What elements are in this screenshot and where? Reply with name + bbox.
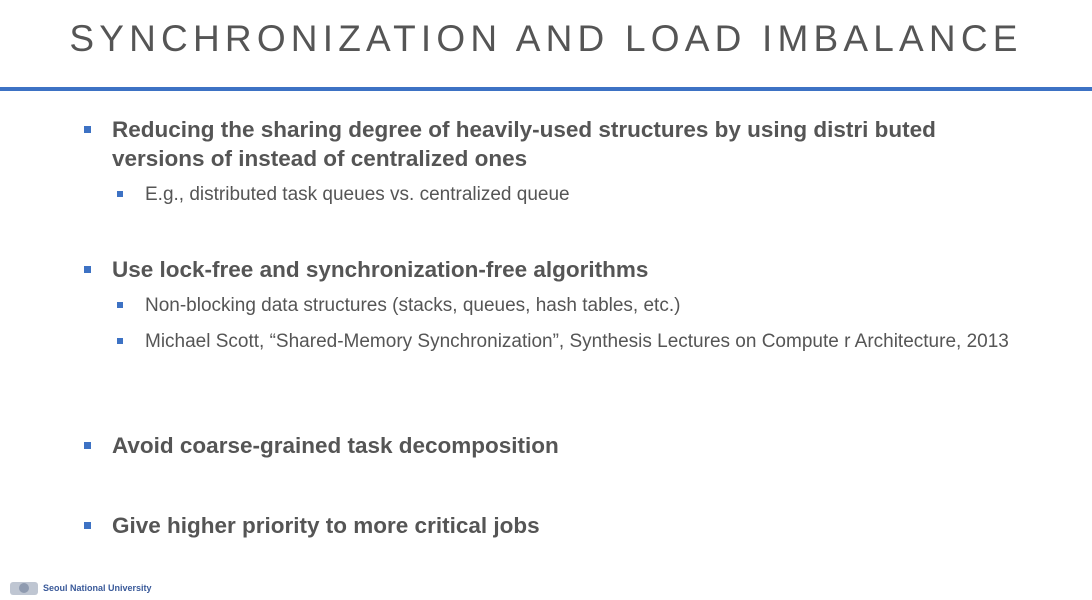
- bullet-item: [84, 115, 1022, 173]
- bullet-icon: [84, 442, 91, 449]
- sub-bullet-item: [117, 328, 1025, 355]
- bullet-text: Use lock-free and synchronization-free algorithms: [112, 257, 649, 282]
- sub-bullet-text: E.g., distributed task queues vs. centralized queue: [145, 184, 570, 205]
- university-name: Seoul National University: [43, 583, 152, 593]
- bullet-icon: [84, 266, 91, 273]
- bullet-icon: [84, 522, 91, 529]
- bullet-item: [84, 511, 1022, 540]
- slide-title: SYNCHRONIZATION AND LOAD IMBALANCE: [69, 18, 1023, 59]
- bullet-icon: [117, 302, 123, 308]
- sub-bullet-text: Michael Scott, “Shared-Memory Synchronization”, Synthesis Lectures on Compute r Architecture, 2013: [145, 331, 1009, 352]
- bullet-item: [84, 255, 1022, 284]
- bullet-item: [84, 431, 1022, 460]
- bullet-text: Reducing the sharing degree of heavily-used structures by using distri buted versions of instead of centralized ones: [112, 117, 936, 171]
- footer: [8, 580, 152, 596]
- bullet-text: Give higher priority to more critical jobs: [112, 513, 540, 538]
- sub-bullet-item: [117, 181, 1025, 208]
- university-logo-icon: [8, 580, 40, 596]
- sub-bullet-item: [117, 292, 1025, 319]
- bullet-icon: [84, 126, 91, 133]
- bullet-text: Avoid coarse-grained task decomposition: [112, 433, 559, 458]
- bullet-icon: [117, 338, 123, 344]
- sub-bullet-text: Non-blocking data structures (stacks, queues, hash tables, etc.): [145, 295, 681, 316]
- bullet-icon: [117, 191, 123, 197]
- title-divider: [0, 87, 1092, 91]
